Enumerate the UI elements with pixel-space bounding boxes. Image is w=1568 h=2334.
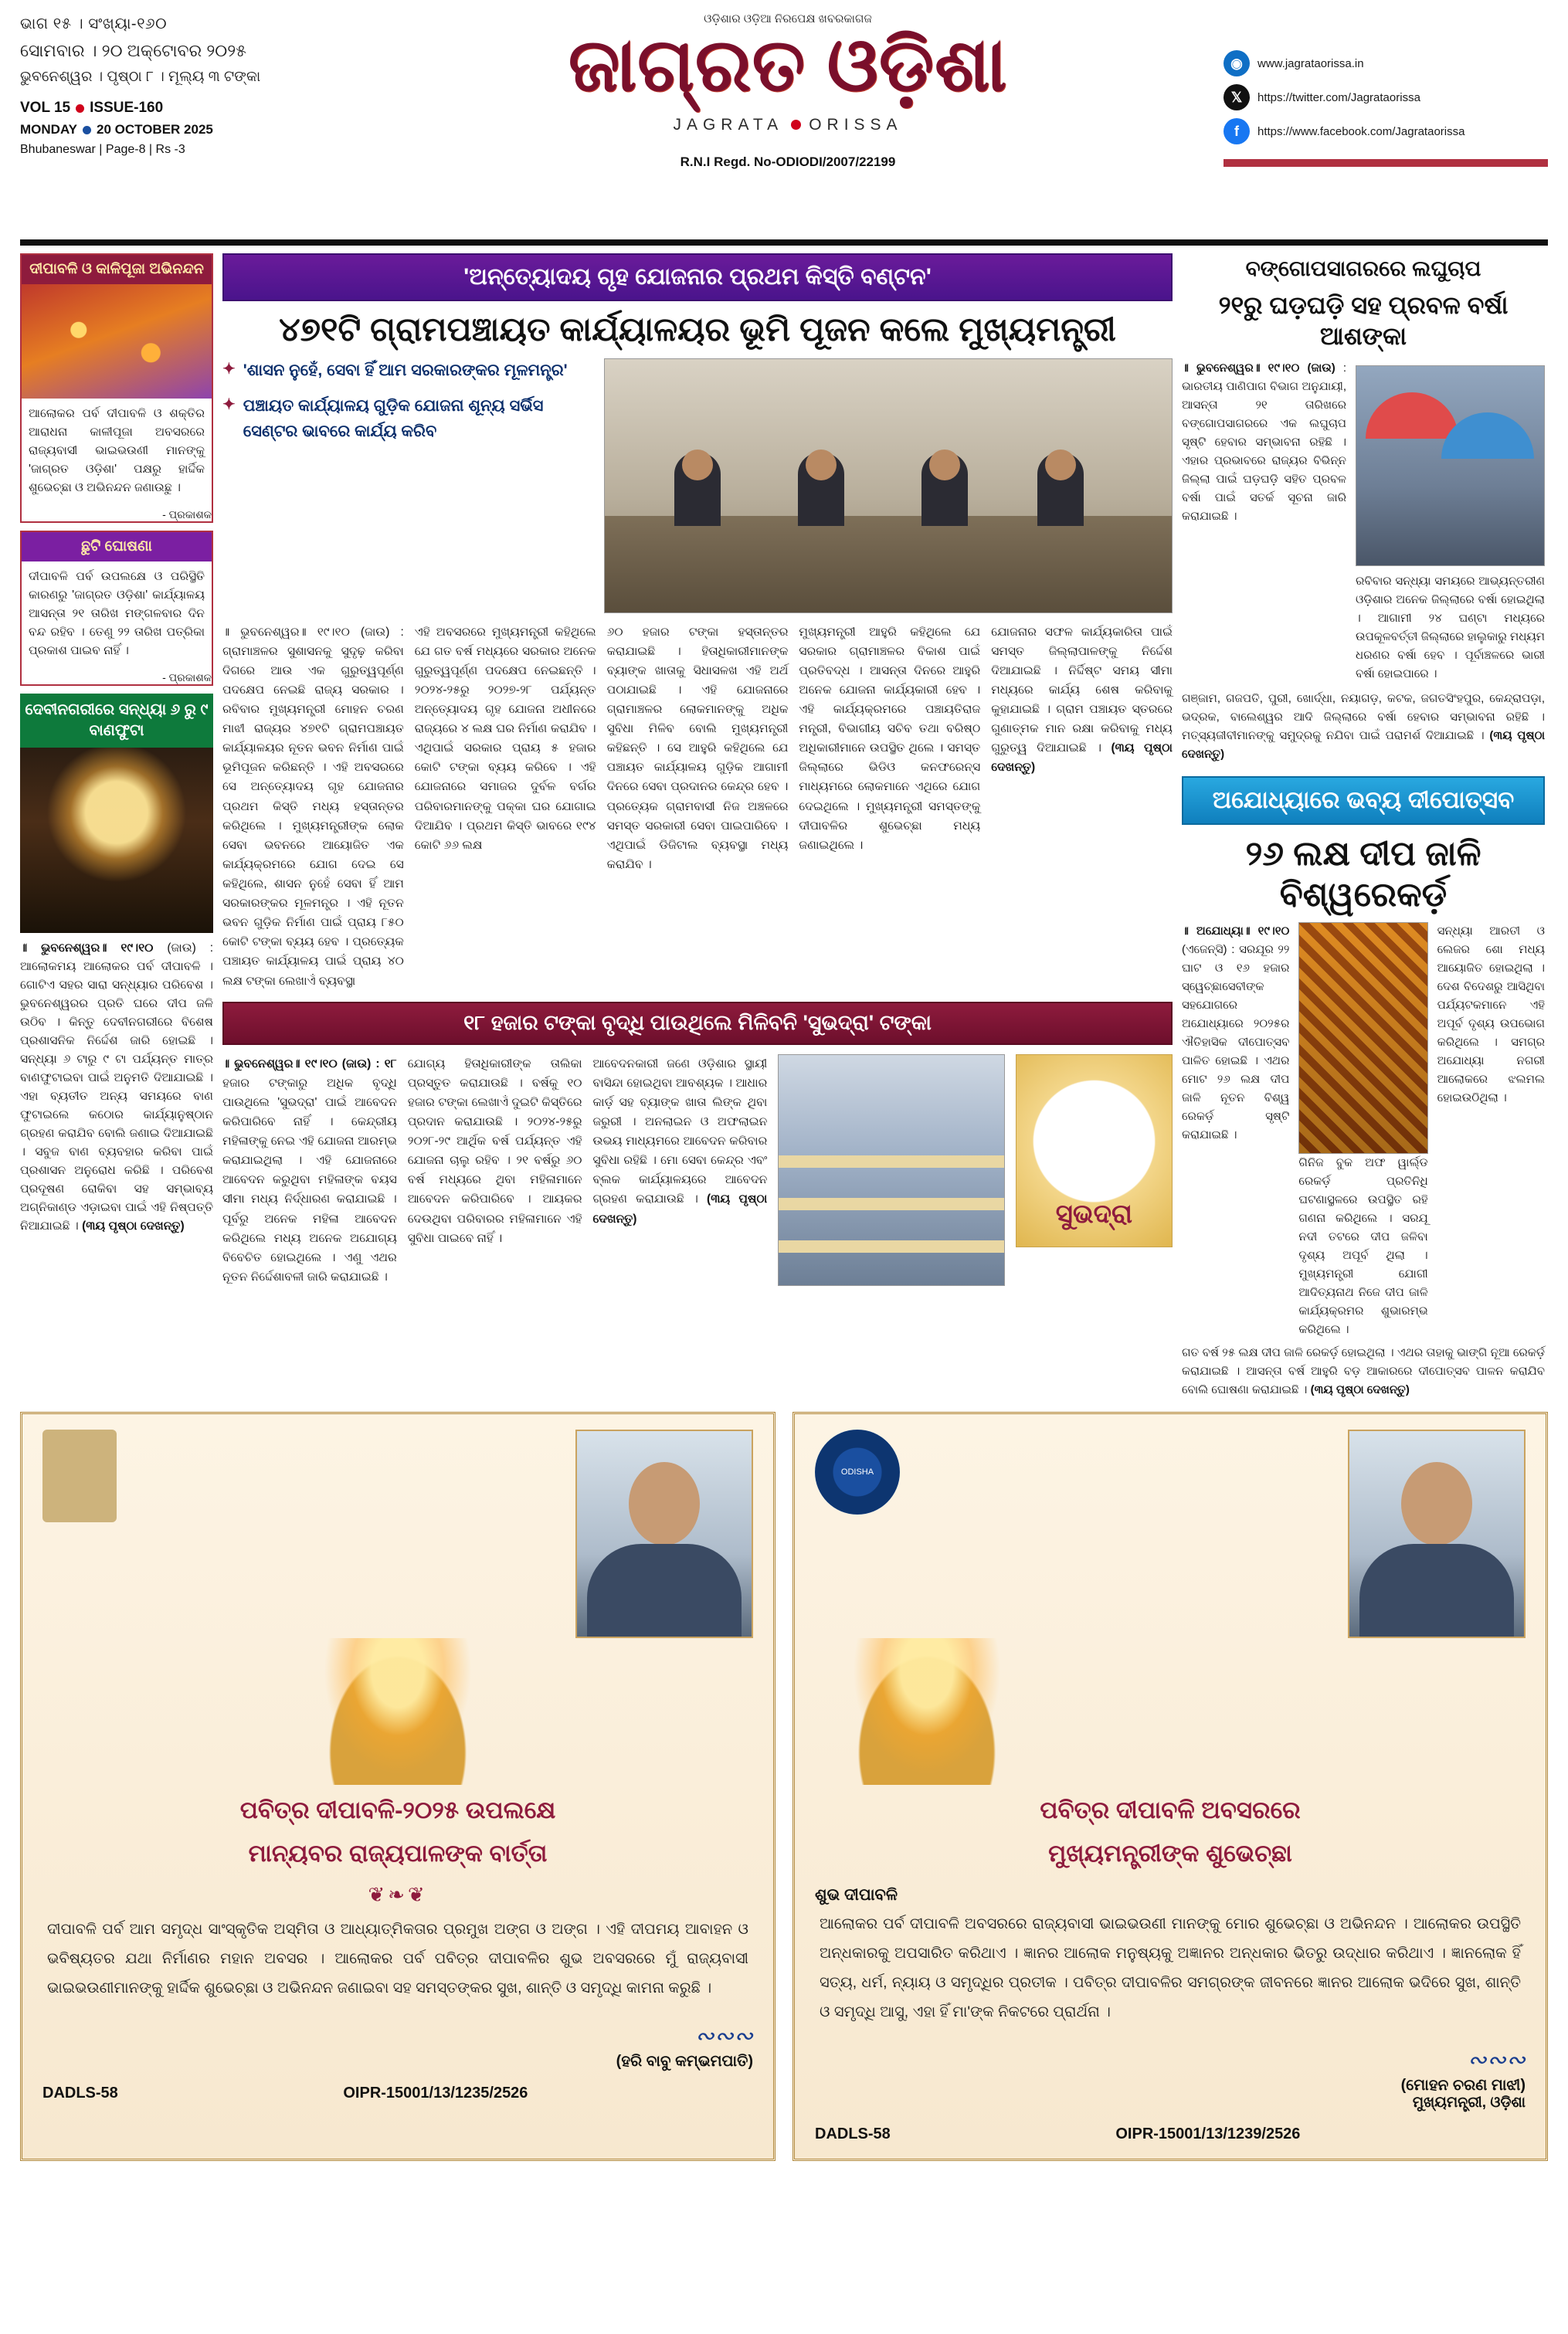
masthead-social	[1224, 11, 1548, 167]
lead-column-1-text: ॥ ଭୁବନେଶ୍ୱର॥ ୧୯।୧୦ (ଜାଉ) : ଗ୍ରାମାଞ୍ଚଳର ସୁଶାସନକୁ ସୁଦୃଢ଼ କରିବା ଦିଗରେ ଆଉ ଏକ ଗୁରୁତ୍ୱପୂର୍ଣ୍ଣ ପଦକ୍ଷେପ ନେଇଛି ରାଜ୍ୟ ସରକାର । ରବିବାର ମୁଖ୍ୟମନ୍ତ୍ରୀ ମୋହନ ଚରଣ ମାଝୀ ରାଜ୍ୟର ୪୭୧ଟି ଗ୍ରାମପଞ୍ଚାୟତ କାର୍ଯ୍ୟାଳୟର ନୂତନ ଭବନ ନିର୍ମାଣ ପାଇଁ ଭୂମିପୂଜନ କରିଛନ୍ତି । ଏହି ଅବସରରେ ସେ ଅନ୍ତ୍ୟୋଦୟ ଗୃହ ଯୋଜନାର ପ୍ରଥମ କିସ୍ତି ମଧ୍ୟ ହସ୍ତାନ୍ତର କରିଥିଲେ । ମୁଖ୍ୟମନ୍ତ୍ରୀଙ୍କ ଲୋକ ସେବା ଭବନରେ ଆୟୋଜିତ ଏକ କାର୍ଯ୍ୟକ୍ରମରେ ଯୋଗ ଦେଇ ସେ କହିଥିଲେ, ଶାସନ ନୁହେଁ ସେବା ହିଁ ଆମ ସରକାରଙ୍କର ମୂଳମନ୍ତ୍ର । ଏହି ନୂତନ ଭବନ ଗୁଡ଼ିକ ନିର୍ମାଣ ପାଇଁ ପ୍ରାୟ ୮୫୦ କୋଟି ଟଙ୍କା ବ୍ୟୟ ହେବ । ପ୍ରତ୍ୟେକ ପଞ୍ଚାୟତ କାର୍ଯ୍ୟାଳୟ ପାଇଁ ପ୍ରାୟ ୪୦ ଲକ୍ଷ ଟଙ୍କା ଲେଖାଏଁ ବ୍ୟବସ୍ଥା	[222, 625, 404, 988]
lead-column-4-text: ମୁଖ୍ୟମନ୍ତ୍ରୀ ଆହୁରି କହିଥିଲେ ଯେ ସରକାର ଗ୍ରାମାଞ୍ଚଳର ବିକାଶ ପାଇଁ ପ୍ରତିବଦ୍ଧ । ଆସନ୍ତା ଦିନରେ ଆହୁରି ଅନେକ ଯୋଜନା କାର୍ଯ୍ୟକାରୀ ହେବ । ଏହି କାର୍ଯ୍ୟକ୍ରମରେ ପଞ୍ଚାୟତିରାଜ ମନ୍ତ୍ରୀ, ବିଭାଗୀୟ ସଚିବ ତଥା ବରିଷ୍ଠ ଅଧିକାରୀମାନେ ଉପସ୍ଥିତ ଥିଲେ । ସମସ୍ତ ଜିଲ୍ଲାରେ ଭିଡିଓ କନଫରେନ୍ସ ମାଧ୍ୟମରେ ଲୋକମାନେ ଏଥିରେ ଯୋଗ ଦେଇଥିଲେ । ମୁଖ୍ୟମନ୍ତ୍ରୀ ସମସ୍ତଙ୍କୁ ଦୀପାବଳିର ଶୁଭେଚ୍ଛା ମଧ୍ୟ ଜଣାଇଥିଲେ ।	[799, 625, 981, 852]
issue-label: ISSUE-160	[90, 100, 164, 116]
subhadra-column-1	[222, 1054, 397, 1287]
center-column	[222, 253, 1173, 1399]
date-en-label: 20 OCTOBER 2025	[97, 122, 213, 137]
masthead-center	[352, 11, 1224, 170]
weather-column-3-text: ଗଞ୍ଜାମ, ଗଜପତି, ପୁରୀ, ଖୋର୍ଦ୍ଧା, ନୟାଗଡ଼, କଟକ, ଜଗତସିଂହପୁର, କେନ୍ଦ୍ରାପଡ଼ା, ଭଦ୍ରକ, ବାଲେଶ୍ୱର ଆଦି ଜିଲ୍ଲାରେ ବର୍ଷା ହେବାର ସମ୍ଭାବନା ରହିଛି । ମତ୍ସ୍ୟଜୀବୀମାନଙ୍କୁ ସମୁଦ୍ରକୁ ନଯିବା ପାଇଁ ପରାମର୍ଶ ଦିଆଯାଇଛି ।	[1182, 692, 1545, 742]
governor-ad-title-1: ପବିତ୍ର ଦୀପାବଳି-୨୦୨୫ ଉପଲକ୍ଷେ	[239, 1796, 556, 1823]
weather-kicker: ବଙ୍ଗୋପସାଗରରେ ଲଘୁଚାପ	[1245, 256, 1481, 280]
newspaper-title: ଜାଗ୍ରତ ଓଡ଼ିଶା	[568, 24, 1008, 107]
lead-bullet-1	[222, 358, 593, 384]
girl-sparkler-photo	[20, 748, 213, 933]
greeting-box-sign: - ପ୍ରକାଶକ	[162, 507, 212, 521]
chief-minister-greeting-ad	[792, 1412, 1548, 2161]
ayodhya-cols-2	[1182, 1344, 1545, 1399]
cm-ad-oipr: OIPR-15001/13/1239/2526	[1115, 2125, 1301, 2142]
title-latin-left: JAGRATA	[673, 115, 784, 134]
cm-ad-top-spacer	[815, 1430, 900, 1515]
ornament-divider-icon: ❦❧❦	[368, 1882, 428, 1906]
website-link[interactable]: www.jagrataorissa.in	[1257, 56, 1364, 70]
bottom-advertisements	[20, 1412, 1548, 2161]
newspaper-title-latin	[352, 116, 1224, 134]
weather-jump: (୩ୟ ପୃଷ୍ଠା ଦେଖନ୍ତୁ)	[1182, 729, 1546, 761]
facebook-link[interactable]: https://www.facebook.com/Jagrataorissa	[1257, 124, 1465, 138]
x-twitter-icon: 𝕏	[1224, 84, 1250, 110]
ayodhya-column-4	[1182, 1344, 1545, 1399]
governor-ad-code: DADLS-58	[42, 2084, 118, 2102]
ayodhya-column-3	[1437, 922, 1545, 1339]
subhadra-column-3-text: ଆବେଦନକାରୀ ଜଣେ ଓଡ଼ିଶାର ସ୍ଥାୟୀ ବାସିନ୍ଦା ହୋଇଥିବା ଆବଶ୍ୟକ । ଆଧାର କାର୍ଡ଼ ସହ ବ୍ୟାଙ୍କ ଖାତା ଲିଙ୍କ ଥିବା ଜରୁରୀ । ଅନଲାଇନ ଓ ଅଫଲାଇନ ଉଭୟ ମାଧ୍ୟମରେ ଆବେଦନ କରିବାର ସୁବିଧା ରହିଛି । ମୋ ସେବା କେନ୍ଦ୍ର ଏବଂ ବ୍ଲକ କାର୍ଯ୍ୟାଳୟରେ ଆବେଦନ ଗ୍ରହଣ କରାଯାଉଛି ।	[592, 1057, 768, 1206]
governor-face	[629, 1462, 700, 1545]
day-label: MONDAY	[20, 122, 77, 137]
lead-column-2-text: ଏହି ଅବସରରେ ମୁଖ୍ୟମନ୍ତ୍ରୀ କହିଥିଲେ ଯେ ଗତ ବର୍ଷ ମଧ୍ୟରେ ସରକାର ଅନେକ ଗୁରୁତ୍ୱପୂର୍ଣ୍ଣ ପଦକ୍ଷେପ ନେଇଛନ୍ତି । ୨୦୨୪-୨୫ରୁ ୨୦୨୭-୨୮ ପର୍ଯ୍ୟନ୍ତ ଅନ୍ତ୍ୟୋଦୟ ଗୃହ ଯୋଜନା ଅଧୀନରେ ରାଜ୍ୟରେ ୪ ଲକ୍ଷ ଘର ନିର୍ମାଣ କରାଯିବ । ଏଥିପାଇଁ ସରକାର ପ୍ରାୟ ୫ ହଜାର କୋଟି ଟଙ୍କା ବ୍ୟୟ କରିବେ । ଏହି ଯୋଜନାରେ ସମାଜର ଦୁର୍ବଳ ବର୍ଗର ପରିବାରମାନଙ୍କୁ ପକ୍କା ଘର ଯୋଗାଇ ଦିଆଯିବ । ପ୍ରଥମ କିସ୍ତି ଭାବରେ ୧୯୪ କୋଟି ୬୬ ଲକ୍ଷ	[414, 625, 596, 852]
durga-decorative-image	[22, 284, 212, 399]
cm-name: (ମୋହନ ଚରଣ ମାଝୀ)	[1400, 2076, 1526, 2094]
lead-headline: ୪୭୧ଟି ଗ୍ରାମପଞ୍ଚାୟତ କାର୍ଯ୍ୟାଳୟର ଭୂମି ପୂଜନ କଲେ ମୁଖ୍ୟମନ୍ତ୍ରୀ	[279, 311, 1116, 348]
fireworks-story-heading: ଦେବୀନଗରୀରେ ସନ୍ଧ୍ୟା ୬ ରୁ ୯ ବାଣଫୁଟା	[20, 694, 213, 748]
signature-scribble-icon: ∾∾∾	[694, 2023, 753, 2049]
lead-top-row	[222, 358, 1173, 613]
subhadra-column-1-text: ହଜାର ଟଙ୍କାରୁ ଅଧିକ ବୃଦ୍ଧି ପାଉଥିଲେ 'ସୁଭଦ୍ରା' ପାଇଁ ଆବେଦନ କରିପାରିବେ ନାହିଁ । କେନ୍ଦ୍ରୀୟ ମହିଳାଙ୍କୁ ନେଇ ଏହି ଯୋଜନା ଆରମ୍ଭ କରାଯାଇଥିଲା । ଏହି ଯୋଜନାରେ ଆବେଦନ କରୁଥିବା ମହିଳାଙ୍କ ବୟସ ସୀମା ମଧ୍ୟ ନିର୍ଦ୍ଧାରଣ କରାଯାଇଛି । ପୂର୍ବରୁ ଅନେକ ମହିଳା ଆବେଦନ କରିଥିଲେ ମଧ୍ୟ ଅନେକ ଅଯୋଗ୍ୟ ବିବେଚିତ ହୋଇଥିଲେ । ଏଣୁ ଏଥର ନୂତନ ନିର୍ଦ୍ଦେଶାବଳୀ ଜାରି କରାଯାଇଛି ।	[222, 1076, 397, 1284]
photo-head-2	[806, 449, 837, 480]
lead-bullet-1-text: 'ଶାସନ ନୁହେଁ, ସେବା ହିଁ ଆମ ସରକାରଙ୍କର ମୂଳମନ୍ତ୍ର'	[243, 361, 568, 379]
issue-line-odia: ଭାଗ ୧୫ । ସଂଖ୍ୟା-୧୬୦	[20, 15, 168, 32]
masthead-tagline: ଓଡ଼ିଶାର ଓଡ଼ିଆ ନିରପେକ୍ଷ ଖବରକାଗଜ	[704, 12, 872, 25]
governor-ad-body: ଦୀପାବଳି ପର୍ବ ଆମ ସମୃଦ୍ଧ ସାଂସ୍କୃତିକ ଅସ୍ମିତା ଓ ଆଧ୍ୟାତ୍ମିକତାର ପ୍ରମୁଖ ଅଙ୍ଗ ଓ ଅଙ୍ଗ । ଏହି ଦୀପମୟ ଆବାହନ ଓ ଭବିଷ୍ୟତର ଯଥା ନିର୍ମାଣର ମହାନ ଅବସର । ଆଲୋକର ପର୍ବ ପବିତ୍ର ଦୀପାବଳିର ଶୁଭ ଅବସରରେ ମୁଁ ରାଜ୍ୟବାସୀ ଭାଇଭଉଣୀମାନଙ୍କୁ ହାର୍ଦ୍ଦିକ ଶୁଭେଚ୍ଛା ଓ ଅଭିନନ୍ଦନ ଜଣାଇବା ସହ ସମସ୍ତଙ୍କର ସୁଖ, ଶାନ୍ତି ଓ ସମୃଦ୍ଧି କାମନା କରୁଛି ।	[47, 1920, 748, 1996]
left-column	[20, 253, 213, 1399]
subhadra-dateline: ॥ ଭୁବନେଶ୍ୱର॥ ୧୯।୧୦ (ଜାଉ) : ୧୮	[222, 1057, 397, 1070]
fireworks-dateline: ॥ ଭୁବନେଶ୍ୱର॥ ୧୯।୧୦	[20, 941, 154, 955]
governor-body	[587, 1544, 742, 1637]
greeting-box-body: ଆଲୋକର ପର୍ବ ଦୀପାବଳି ଓ ଶକ୍ତିର ଆରାଧନା କାଳୀପୂଜା ଅବସରରେ ରାଜ୍ୟବାସୀ ଭାଇଭଉଣୀ ମାନଙ୍କୁ 'ଜାଗ୍ରତ ଓଡ଼ିଶା' ପକ୍ଷରୁ ହାର୍ଦ୍ଦିକ ଶୁଭେଚ୍ଛା ଓ ଅଭିନନ୍ଦନ ଜଣାଉଛୁ ।	[29, 406, 205, 494]
masthead-left	[20, 11, 352, 157]
day-date-en	[20, 122, 352, 137]
social-row-facebook[interactable]	[1224, 114, 1548, 148]
cm-ad-top	[815, 1430, 1526, 1638]
governor-name: (ହରି ବାବୁ କମ୍ଭମପାତି)	[616, 2052, 753, 2070]
students-classroom-photo	[778, 1054, 1005, 1286]
weather-column-2-text: ରବିବାର ସନ୍ଧ୍ୟା ସମୟରେ ଆଭ୍ୟନ୍ତରୀଣ ଓଡ଼ିଶାର ଅନେକ ଜିଲ୍ଲାରେ ବର୍ଷା ହୋଇଥିଲା । ଆଗାମୀ ୨୪ ଘଣ୍ଟା ମଧ୍ୟରେ ଉପକୂଳବର୍ତ୍ତୀ ଜିଲ୍ଲାରେ ହାଲୁକାରୁ ମଧ୍ୟମ ଧରଣର ବର୍ଷା ହେବ । ପୂର୍ବାଞ୍ଚଳରେ ଭାରୀ ବର୍ଷା ହୋଇପାରେ ।	[1356, 575, 1545, 680]
fireworks-story	[20, 694, 213, 1242]
red-dot-icon-2	[791, 120, 801, 130]
weather-top-cols	[1182, 359, 1545, 684]
lead-column-1	[222, 623, 404, 991]
masthead-divider	[20, 239, 1548, 246]
city-pages-price: Bhubaneswar | Page-8 | Rs -3	[20, 143, 185, 156]
greeting-box-heading: ଦୀପାବଳି ଓ କାଳିପୂଜା ଅଭିନନ୍ଦନ	[22, 255, 212, 284]
weather-headline: ୨୧ରୁ ଘଡ଼ଘଡ଼ି ସହ ପ୍ରବଳ ବର୍ଷା ଆଶଙ୍କା	[1218, 291, 1509, 350]
social-row-twitter[interactable]	[1224, 80, 1548, 114]
holiday-notice-box	[20, 531, 213, 686]
holiday-notice-heading: ଛୁଟି ଘୋଷଣା	[22, 532, 212, 561]
ayodhya-dateline: ॥ ଅଯୋଧ୍ୟା॥ ୧୯।୧୦	[1182, 924, 1290, 938]
holiday-notice-sign: - ପ୍ରକାଶକ	[162, 670, 212, 684]
ayodhya-column-1	[1182, 922, 1289, 1339]
governor-ad-title-2: ମାନ୍ୟବର ରାଜ୍ୟପାଳଙ୍କ ବାର୍ତ୍ତା	[248, 1840, 548, 1868]
india-national-emblem-icon	[42, 1430, 117, 1522]
fireworks-jump: (୩ୟ ପୃଷ୍ଠା ଦେଖନ୍ତୁ)	[82, 1219, 185, 1233]
lead-bullet-2-text: ପଞ୍ଚାୟତ କାର୍ଯ୍ୟାଳୟ ଗୁଡ଼ିକ ଯୋଜନା ଶୂନ୍ୟ ସର୍ଭିସ ସେଣ୍ଟର ଭାବରେ କାର୍ଯ୍ୟ କରିବ	[243, 397, 544, 440]
cm-ad-title-1: ପବିତ୍ର ଦୀପାବଳି ଅବସରରେ	[1040, 1796, 1301, 1823]
cm-designation: ମୁଖ୍ୟମନ୍ତ୍ରୀ, ଓଡ଼ିଶା	[1412, 2094, 1526, 2111]
photo-head-4	[1045, 449, 1076, 480]
masthead-rule	[1224, 159, 1548, 167]
fireworks-story-body	[20, 933, 213, 1242]
ayodhya-column-2-text: ଗିନିଜ ବୁକ ଅଫ ୱାର୍ଲ୍ଡ ରେକର୍ଡ଼ ପ୍ରତିନିଧି ଘଟଣାସ୍ଥଳରେ ଉପସ୍ଥିତ ରହି ଗଣନା କରିଥିଲେ । ସରଯୂ ନଦୀ ତଟରେ ଦୀପ ଜଳିବା ଦୃଶ୍ୟ ଅପୂର୍ବ ଥିଲା । ମୁଖ୍ୟମନ୍ତ୍ରୀ ଯୋଗୀ ଆଦିତ୍ୟନାଥ ନିଜେ ଦୀପ ଜାଳି କାର୍ଯ୍ୟକ୍ରମର ଶୁଭାରମ୍ଭ କରିଥିଲେ ।	[1298, 1155, 1428, 1336]
main-content	[20, 253, 1548, 1399]
lead-body-columns	[222, 623, 1173, 991]
chief-minister-dais-photo	[604, 358, 1173, 613]
weather-column-1-text: : ଭାରତୀୟ ପାଣିପାଗ ବିଭାଗ ଅନୁଯାୟୀ, ଆସନ୍ତା ୨୧ ତାରିଖରେ ବଙ୍ଗୋପସାଗରରେ ଏକ ଲଘୁଚାପ ସୃଷ୍ଟି ହେବାର ସମ୍ଭାବନା ରହିଛି । ଏହାର ପ୍ରଭାବରେ ରାଜ୍ୟର ବିଭିନ୍ନ ଜିଲ୍ଲା ପାଇଁ ଘଡ଼ଘଡ଼ି ସହିତ ପ୍ରବଳ ବର୍ଷା ପାଇଁ ସତର୍କ ସୂଚନା ଜାରି କରାଯାଇଛି ।	[1182, 361, 1347, 523]
lead-column-5-text: ଯୋଜନାର ସଫଳ କାର୍ଯ୍ୟକାରିତା ପାଇଁ ସମସ୍ତ ଜିଲ୍ଲାପାଳଙ୍କୁ ନିର୍ଦ୍ଦେଶ ଦିଆଯାଇଛି । ନିର୍ଦ୍ଦିଷ୍ଟ ସମୟ ସୀମା ମଧ୍ୟରେ କାର୍ଯ୍ୟ ଶେଷ କରିବାକୁ କୁହାଯାଇଛି । ଗ୍ରାମ ପଞ୍ଚାୟତ ସ୍ତରରେ ଗୁଣାତ୍ମକ ମାନ ରକ୍ଷା କରିବାକୁ ମଧ୍ୟ ଗୁରୁତ୍ୱ ଦିଆଯାଇଛି ।	[991, 625, 1173, 755]
desk-row-1	[779, 1155, 1004, 1168]
subhadra-logo-wrap	[1016, 1054, 1173, 1287]
lead-bullets	[222, 358, 593, 613]
cm-ad-footer	[815, 2125, 1526, 2143]
lead-jump: (୩ୟ ପୃଷ୍ଠା ଦେଖନ୍ତୁ)	[991, 741, 1173, 775]
photo-head-1	[682, 449, 713, 480]
weather-dateline: ॥ ଭୁବନେଶ୍ୱର॥ ୧୯।୧୦ (ଜାଉ)	[1182, 361, 1336, 375]
cm-signature-block	[815, 2047, 1526, 2112]
globe-icon: ◉	[1224, 50, 1250, 76]
blue-dot-icon	[83, 126, 91, 134]
weather-bottom-cols	[1182, 690, 1545, 764]
right-column	[1182, 253, 1545, 1399]
ayodhya-column-1-text: (ଏଜେନ୍ସି) : ସରଯୂର ୨୨ ଘାଟ ଓ ୧୬ ହଜାର ସ୍ୱେଚ୍ଛାସେବୀଙ୍କ ସହଯୋଗରେ ଅଯୋଧ୍ୟାରେ ୨୦୨୫ର ଐତିହାସିକ ଦୀପୋତ୍ସବ ପାଳିତ ହୋଇଛି । ଏଥର ମୋଟ ୨୬ ଲକ୍ଷ ଦୀପ ଜାଳି ନୂତନ ବିଶ୍ୱ ରେକର୍ଡ଼ ସୃଷ୍ଟି କରାଯାଇଛି ।	[1182, 942, 1290, 1142]
diya-lamp-graphic	[317, 1638, 479, 1785]
governor-ad-oipr: OIPR-15001/13/1235/2526	[343, 2084, 528, 2102]
desk-row-3	[779, 1240, 1004, 1253]
ayodhya-jump: (୩ୟ ପୃଷ୍ଠା ଦେଖନ୍ତୁ)	[1310, 1382, 1410, 1396]
subhadra-body	[222, 1054, 1173, 1287]
lead-kicker-banner: 'ଅନ୍ତ୍ୟୋଦୟ ଗୃହ ଯୋଜନାର ପ୍ରଥମ କିସ୍ତି ବଣ୍ଟନ'	[222, 253, 1173, 301]
photo-stage	[605, 516, 1172, 612]
cm-face	[1401, 1462, 1472, 1545]
chief-minister-portrait	[1348, 1430, 1526, 1638]
lead-column-2	[415, 623, 596, 991]
photo-head-3	[929, 449, 960, 480]
holiday-notice-body: ଦୀପାବଳି ପର୍ବ ଉପଲକ୍ଷେ ଓ ପରିସ୍ଥିତି କାରଣରୁ 'ଜାଗ୍ରତ ଓଡ଼ିଶା' କାର୍ଯ୍ୟାଳୟ ଆସନ୍ତା ୨୧ ତାରିଖ ମଙ୍ଗଳବାର ଦିନ ବନ୍ଦ ରହିବ । ତେଣୁ ୨୨ ତାରିଖ ପତ୍ରିକା ପ୍ରକାଶ ପାଇବ ନାହିଁ ।	[29, 569, 205, 657]
diamond-bullet-icon-2: ✦	[222, 396, 236, 414]
twitter-link[interactable]: https://twitter.com/Jagrataorissa	[1257, 90, 1420, 104]
subhadra-media	[778, 1054, 1005, 1287]
governor-signature-block	[42, 2023, 753, 2071]
fireworks-text: (ଜାଉ) : ଆଲୋକମୟ ଆଲୋକର ପର୍ବ ଦୀପାବଳି । ଗୋଟିଏ ସହର ସାରା ସନ୍ଧ୍ୟାର ପରିବେଶ । ଭୁବନେଶ୍ୱରର ପ୍ରତି ଘରେ ଦୀପ ଜଳି ଉଠିବ । କିନ୍ତୁ ଦେବୀନଗରୀରେ ବିଶେଷ ପ୍ରଶାସନିକ ନିର୍ଦ୍ଦେଶ ଜାରି ହୋଇଛି । ସନ୍ଧ୍ୟା ୬ ଟାରୁ ୯ ଟା ପର୍ଯ୍ୟନ୍ତ ମାତ୍ର ବାଣଫୁଟାଇବା ପାଇଁ ଅନୁମତି ଦିଆଯାଇଛି । ଏହା ବ୍ୟତୀତ ଅନ୍ୟ ସମୟରେ ବାଣ ଫୁଟାଇଲେ କଠୋର କାର୍ଯ୍ୟାନୁଷ୍ଠାନ ଗ୍ରହଣ କରାଯିବ ବୋଲି ଜଣାଇ ଦିଆଯାଇଛି । ସବୁଜ ବାଣ ବ୍ୟବହାର କରିବା ପାଇଁ ପ୍ରଶାସନ ଅନୁରୋଧ କରିଛି । ପରିବେଶ ପ୍ରଦୂଷଣ ରୋକିବା ସହ ସମ୍ଭାବ୍ୟ ଅଗ୍ନିକାଣ୍ଡ ଏଡ଼ାଇବା ପାଇଁ ଏହି ନିଷ୍ପତ୍ତି ନିଆଯାଇଛି ।	[20, 941, 214, 1233]
social-row-website[interactable]	[1224, 46, 1548, 80]
rni-registration: R.N.I Regd. No-ODIODI/2007/22199	[680, 154, 896, 169]
lead-column-3	[607, 623, 789, 991]
ayodhya-photo-wrap	[1298, 922, 1427, 1339]
ayodhya-column-3-text: ସନ୍ଧ୍ୟା ଆରତୀ ଓ ଲେଜର ଶୋ ମଧ୍ୟ ଆୟୋଜିତ ହୋଇଥିଲା । ଦେଶ ବିଦେଶରୁ ଆସିଥିବା ପର୍ଯ୍ୟଟକମାନେ ଏହି ଅପୂର୍ବ ଦୃଶ୍ୟ ଉପଭୋଗ କରିଥିଲେ । ସମଗ୍ର ଅଯୋଧ୍ୟା ନଗରୀ ଆଲୋକରେ ଝଲମଲ ହୋଇଉଠିଥିଲା ।	[1437, 924, 1545, 1104]
place-price-odia: ଭୁବନେଶ୍ୱର । ପୃଷ୍ଠା ୮ । ମୂଲ୍ୟ ୩ ଟଙ୍କା	[20, 69, 261, 85]
subhadra-column-2-text: ଯୋଗ୍ୟ ହିତାଧିକାରୀଙ୍କ ତାଲିକା ପ୍ରସ୍ତୁତ କରାଯାଉଛି । ବର୍ଷକୁ ୧୦ ହଜାର ଟଙ୍କା ଲେଖାଏଁ ଦୁଇଟି କିସ୍ତିରେ ପ୍ରଦାନ କରାଯାଉଛି । ୨୦୨୪-୨୫ରୁ ୨୦୨୮-୨୯ ଆର୍ଥିକ ବର୍ଷ ପର୍ଯ୍ୟନ୍ତ ଏହି ଯୋଜନା ଚାଲୁ ରହିବ । ୨୧ ବର୍ଷରୁ ୬୦ ବର୍ଷ ମଧ୍ୟରେ ଥିବା ମହିଳାମାନେ ଆବେଦନ କରିପାରିବେ । ଆୟକର ଦେଉଥିବା ପରିବାରର ମହିଳାମାନେ ଏହି ସୁବିଧା ପାଇବେ ନାହିଁ ।	[407, 1057, 582, 1245]
subhadra-jump: (୩ୟ ପୃଷ୍ଠା ଦେଖନ୍ତୁ)	[592, 1192, 768, 1226]
weather-column-3	[1182, 690, 1545, 764]
cm-ad-title-2: ମୁଖ୍ୟମନ୍ତ୍ରୀଙ୍କ ଶୁଭେଚ୍ଛା	[1048, 1840, 1292, 1868]
cm-ad-code: DADLS-58	[815, 2125, 891, 2142]
lead-column-4	[799, 623, 980, 991]
odisha-government-seal-icon: ODISHA	[815, 1430, 900, 1515]
ayodhya-headline: ୨୬ ଲକ୍ଷ ଦୀପ ଜାଳି ବିଶ୍ୱରେକର୍ଡ଼	[1245, 835, 1481, 914]
volume-issue	[20, 100, 352, 117]
title-latin-right: ORISSA	[809, 115, 903, 134]
ayodhya-cols	[1182, 922, 1545, 1339]
facebook-icon: f	[1224, 118, 1250, 144]
weather-photo-wrap	[1356, 359, 1545, 684]
weather-column-1	[1182, 359, 1346, 684]
ayodhya-column-4-text: ଗତ ବର୍ଷ ୨୫ ଲକ୍ଷ ଦୀପ ଜାଳି ରେକର୍ଡ଼ ହୋଇଥିଲା । ଏଥର ତାହାକୁ ଭାଙ୍ଗି ନୂଆ ରେକର୍ଡ଼ କରାଯାଇଛି । ଆସନ୍ତା ବର୍ଷ ଆହୁରି ବଡ଼ ଆକାରରେ ଦୀପୋତ୍ସବ ପାଳନ କରାଯିବ ବୋଲି ଘୋଷଣା କରାଯାଇଛି ।	[1182, 1345, 1545, 1396]
ayodhya-banner: ଅଯୋଧ୍ୟାରେ ଭବ୍ୟ ଦୀପୋତ୍ସବ	[1182, 776, 1545, 825]
cm-body	[1359, 1544, 1514, 1637]
ayodhya-deepotsav-photo	[1298, 922, 1427, 1154]
masthead	[20, 11, 1548, 235]
cm-ad-body: ଆଲୋକର ପର୍ବ ଦୀପାବଳି ଅବସରରେ ରାଜ୍ୟବାସୀ ଭାଇଭଉଣୀ ମାନଙ୍କୁ ମୋର ଶୁଭେଚ୍ଛା ଓ ଅଭିନନ୍ଦନ । ଆଲୋକର ଉପସ୍ଥିତି ଅନ୍ଧକାରକୁ ଅପସାରିତ କରିଥାଏ । ଜ୍ଞାନର ଆଲୋକ ମନୁଷ୍ୟକୁ ଅଜ୍ଞାନର ଅନ୍ଧକାର ଭିତରୁ ଉଦ୍ଧାର କରିଥାଏ । ଜ୍ଞାନଲୋକ ହିଁ ସତ୍ୟ, ଧର୍ମ, ନ୍ୟାୟ ଓ ସମୃଦ୍ଧିର ପ୍ରତୀକ । ପବିତ୍ର ଦୀପାବଳିର ସମଗ୍ରଙ୍କ ଜୀବନରେ ଜ୍ଞାନର ଆଲୋକ ଭଦିରେ ସୁଖ, ଶାନ୍ତି ଓ ସମୃଦ୍ଧି ଆସୁ, ଏହା ହିଁ ମା'ଙ୍କ ନିକଟରେ ପ୍ରାର୍ଥନା ।	[820, 1915, 1521, 2020]
date-odia: ସୋମବାର । ୨୦ ଅକ୍ଟୋବର ୨୦୨୫	[20, 41, 246, 60]
signature-scribble-icon-2: ∾∾∾	[1467, 2047, 1526, 2073]
subhadra-logo: ସୁଭଦ୍ରା	[1016, 1054, 1173, 1247]
volume-label: VOL 15	[20, 100, 71, 116]
rain-umbrella-photo	[1356, 365, 1545, 566]
subhadra-column-2	[408, 1054, 582, 1287]
desk-row-2	[779, 1198, 1004, 1210]
diya-lamp-graphic-2	[846, 1638, 1008, 1785]
governor-portrait	[575, 1430, 753, 1638]
governor-ad-top	[42, 1430, 753, 1638]
diamond-bullet-icon: ✦	[222, 360, 236, 378]
umbrella-blue	[1441, 412, 1534, 459]
subhadra-banner: ୧୮ ହଜାର ଟଙ୍କା ବୃଦ୍ଧି ପାଉଥିଲେ ମିଳିବନି 'ସୁଭଦ୍ରା' ଟଙ୍କା	[222, 1002, 1173, 1045]
lead-bullet-2	[222, 394, 593, 444]
subhadra-column-3	[593, 1054, 768, 1287]
red-dot-icon	[76, 104, 84, 113]
cm-ad-greeting: ଶୁଭ ଦୀପାବଳି	[815, 1885, 898, 1904]
greeting-box	[20, 253, 213, 523]
governor-ad-footer	[42, 2085, 753, 2102]
governor-greeting-ad	[20, 1412, 776, 2161]
lead-column-3-text: ୬୦ ହଜାର ଟଙ୍କା ହସ୍ତାନ୍ତର କରାଯାଇଛି । ହିତାଧିକାରୀମାନଙ୍କ ବ୍ୟାଙ୍କ ଖାତାକୁ ସିଧାସଳଖ ଏହି ଅର୍ଥ ପଠାଯାଇଛି । ଏହି ଯୋଜନାରେ ଗ୍ରାମାଞ୍ଚଳର ଲୋକମାନଙ୍କୁ ଅଧିକ ସୁବିଧା ମିଳିବ ବୋଲି ମୁଖ୍ୟମନ୍ତ୍ରୀ କହିଛନ୍ତି । ସେ ଆହୁରି କହିଥିଲେ ଯେ ପଞ୍ଚାୟତ କାର୍ଯ୍ୟାଳୟ ଗୁଡ଼ିକ ଆଗାମୀ ଦିନରେ ସେବା ପ୍ରଦାନର କେନ୍ଦ୍ର ହେବ । ପ୍ରତ୍ୟେକ ଗ୍ରାମବାସୀ ନିଜ ଅଞ୍ଚଳରେ ସମସ୍ତ ସରକାରୀ ସେବା ପାଇପାରିବେ । ଏଥିପାଇଁ ଡିଜିଟାଲ ବ୍ୟବସ୍ଥା ମଧ୍ୟ କରାଯିବ ।	[606, 625, 789, 871]
lead-column-5	[991, 623, 1173, 991]
umbrella-red	[1366, 392, 1458, 439]
